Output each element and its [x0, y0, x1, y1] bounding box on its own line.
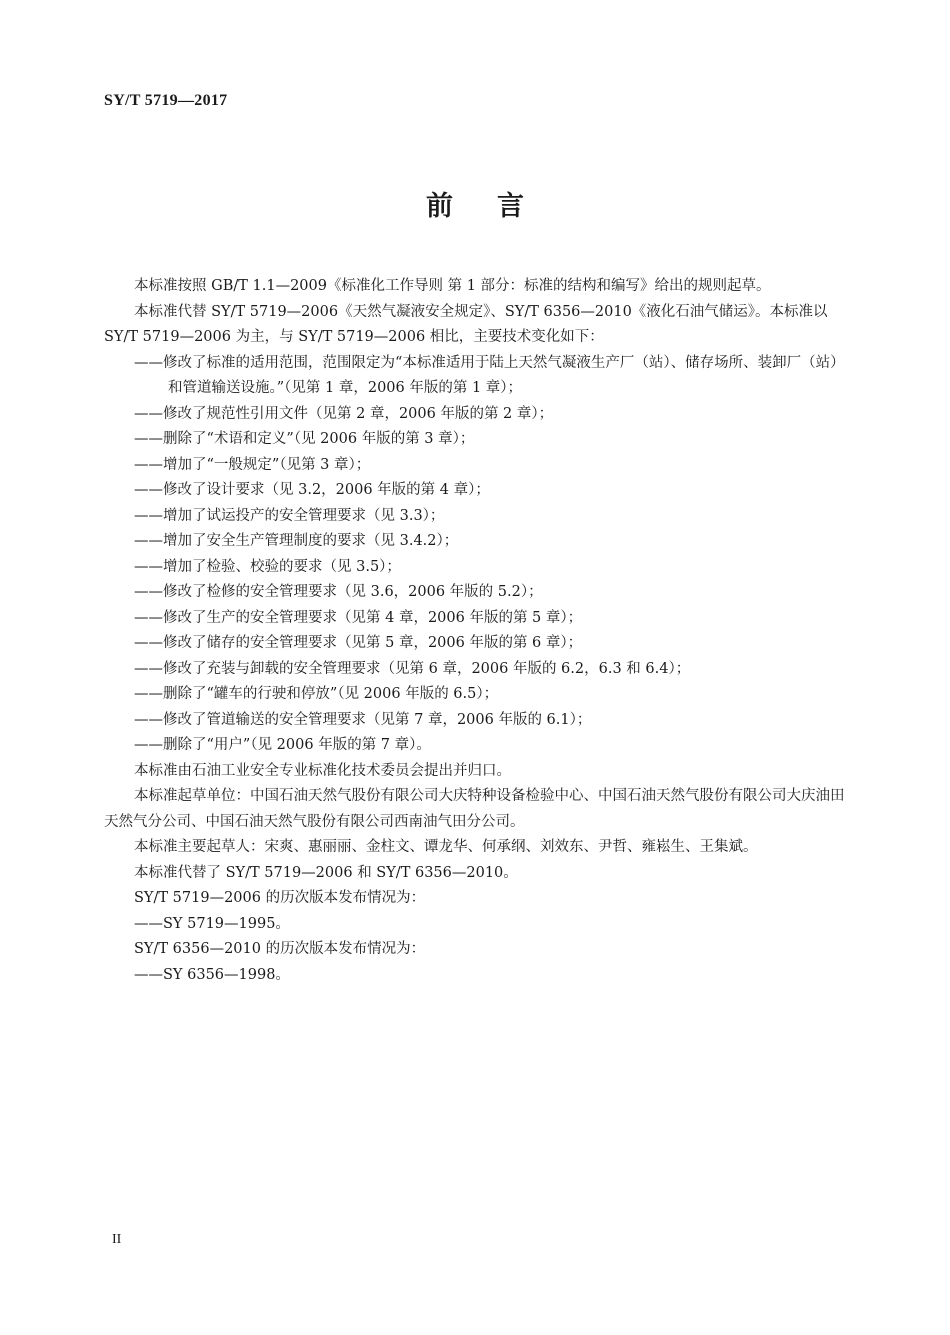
- paragraph-drafters: 本标准主要起草人：宋爽、惠丽丽、金柱文、谭龙华、何承纲、刘效东、尹哲、雍崧生、王集斌。: [134, 839, 758, 855]
- list-item: ——修改了检修的安全管理要求（见 3.6，2006 年版的 5.2）；: [134, 584, 543, 600]
- paragraph-supersedes: 本标准代替了 SY/T 5719—2006 和 SY/T 6356—2010。: [134, 864, 518, 881]
- list-item: ——删除了“用户”（见 2006 年版的第 7 章）。: [134, 737, 431, 753]
- list-item: ——删除了“罐车的行驶和停放”（见 2006 年版的 6.5）；: [134, 686, 499, 702]
- foreword-body: [104, 274, 849, 988]
- list-item: ——增加了试运投产的安全管理要求（见 3.3）；: [134, 507, 445, 524]
- list-item: ——修改了设计要求（见 3.2，2006 年版的第 4 章）；: [134, 482, 490, 498]
- history-item-5719: ——SY 5719—1995。: [134, 915, 290, 932]
- paragraph-history-6356: SY/T 6356—2010 的历次版本发布情况为：: [134, 941, 426, 957]
- paragraph-history-5719: SY/T 5719—2006 的历次版本发布情况为：: [134, 890, 426, 906]
- list-item: ——修改了充装与卸载的安全管理要求（见第 6 章，2006 年版的 6.2，6.3 和 6.4）；: [134, 660, 691, 677]
- title-char-1: 前: [426, 191, 453, 222]
- title-char-2: 言: [497, 191, 524, 222]
- paragraph-drafting-rules: 本标准按照 GB/T 1.1—2009《标准化工作导则 第 1 部分：标准的结构和编写》给出的规则起草。: [134, 278, 771, 294]
- list-item: ——修改了储存的安全管理要求（见第 5 章，2006 年版的第 6 章）；: [134, 635, 583, 651]
- list-item: ——修改了规范性引用文件（见第 2 章，2006 年版的第 2 章）；: [134, 405, 554, 422]
- changes-list: [104, 351, 849, 759]
- document-code: SY/T 5719—2017: [104, 92, 228, 109]
- list-item: ——删除了“术语和定义”（见 2006 年版的第 3 章）；: [134, 431, 475, 447]
- list-item: ——修改了标准的适用范围，范围限定为“本标准适用于陆上天然气凝液生产厂（站）、储存场所、装卸厂（站）和管道输送设施。”（见第 1 章，2006 年版的第 1 章）；: [134, 354, 845, 396]
- page-number: II: [112, 1232, 122, 1247]
- list-item: ——修改了生产的安全管理要求（见第 4 章，2006 年版的第 5 章）；: [134, 609, 583, 626]
- history-item-6356: ——SY 6356—1998。: [134, 966, 290, 983]
- paragraph-drafting-units: 本标准起草单位：中国石油天然气股份有限公司大庆特种设备检验中心、中国石油天然气股份有限公司大庆油田天然气分公司、中国石油天然气股份有限公司西南油气田分公司。: [104, 788, 845, 830]
- list-item: ——增加了安全生产管理制度的要求（见 3.4.2）；: [134, 533, 459, 549]
- list-item: ——增加了检验、校验的要求（见 3.5）；: [134, 558, 401, 575]
- paragraph-replacement: 本标准代替 SY/T 5719—2006《天然气凝液安全规定》、SY/T 6356—2010《液化石油气储运》。本标准以 SY/T 5719—2006 为主，与 SY/T 5719—2006 相比，主要技术变化如下：: [104, 303, 828, 345]
- page-title: [0, 184, 950, 223]
- list-item: ——增加了“一般规定”（见第 3 章）；: [134, 456, 371, 473]
- list-item: ——修改了管道输送的安全管理要求（见第 7 章，2006 年版的 6.1）；: [134, 711, 592, 728]
- paragraph-proposed-by: 本标准由石油工业安全专业标准化技术委员会提出并归口。: [134, 762, 511, 779]
